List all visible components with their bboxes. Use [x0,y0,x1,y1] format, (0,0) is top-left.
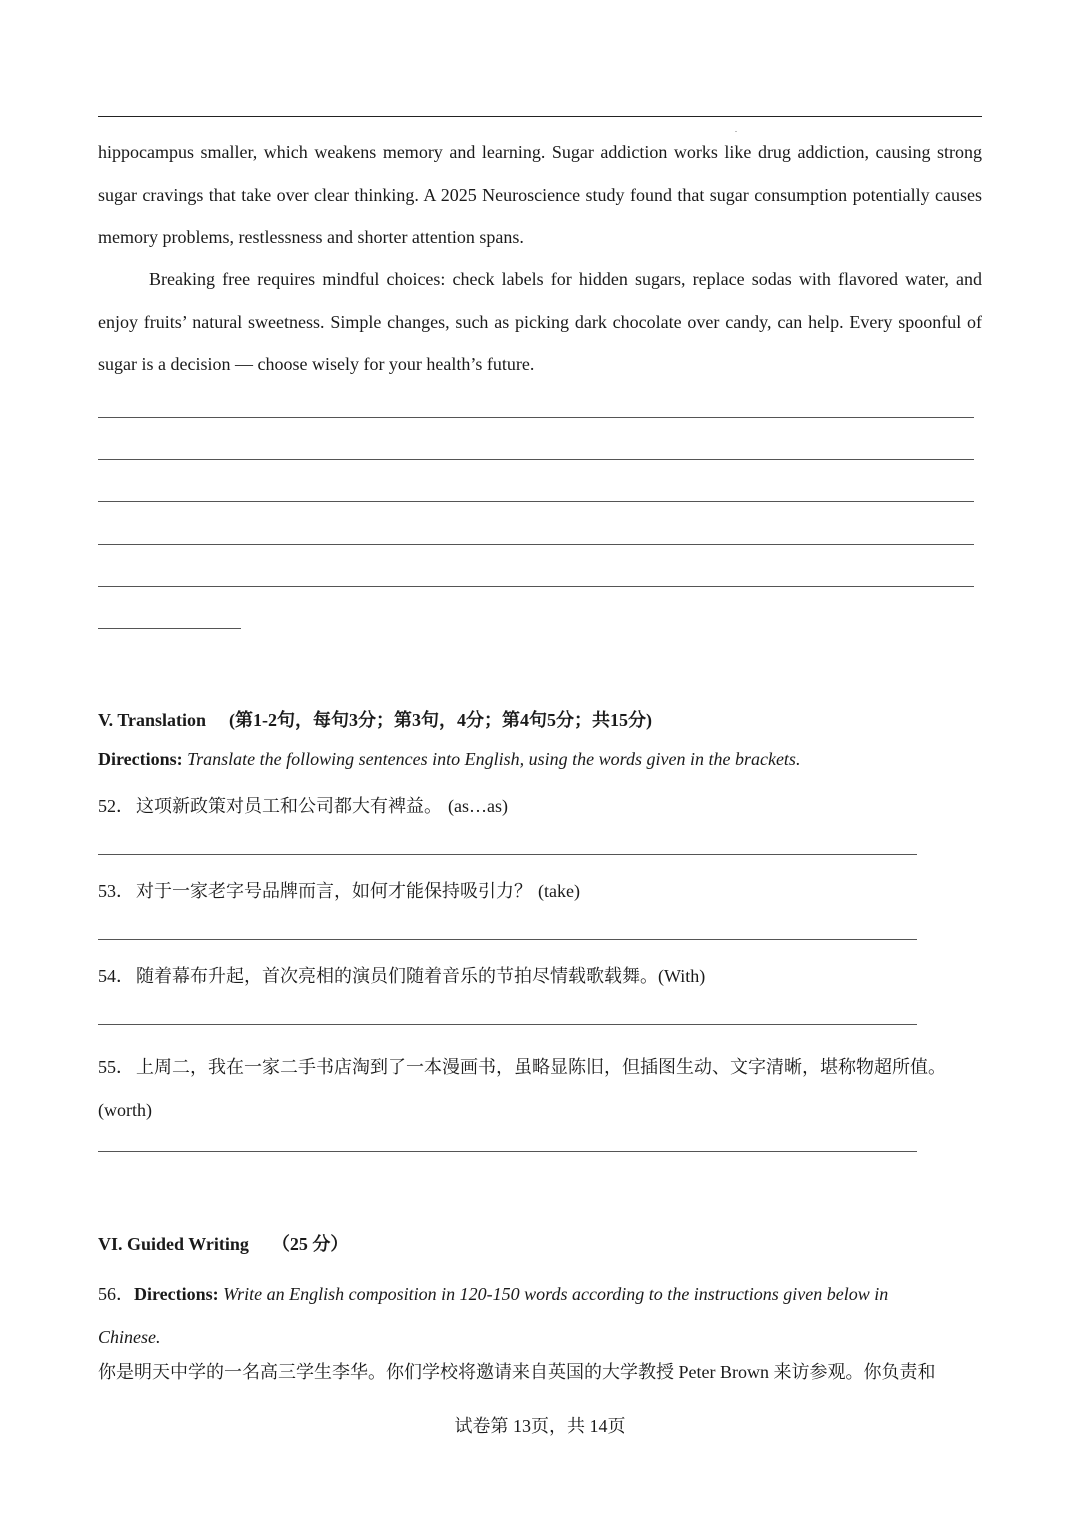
section-scoring: （25 分） [271,1234,349,1254]
passage-paragraph-1: hippocampus smaller, which weakens memory and learning. Sugar addiction works like drug addiction, causing strong sugar cravings that take over clear thinking. A 2025 Neuroscience study found that sugar consumption potentially causes memory problems, restlessness and shorter attention spans. [98,142,982,247]
question-54 [98,962,705,988]
question-55 [98,1046,988,1132]
answer-line[interactable] [98,586,974,587]
section-scoring: (第1-2句，每句3分；第3句，4分；第4句5分；共15分) [229,710,653,730]
question-53 [98,877,580,903]
page-footer: 试卷第 13页，共 14页 [454,1416,626,1436]
section-title: V. Translation [98,710,207,730]
question-number: 54． [98,966,134,986]
answer-line[interactable] [98,417,974,418]
question-hint: (take) [538,881,580,901]
translation-directions [98,749,800,770]
question-number: 52． [98,796,134,816]
question-hint: (worth) [98,1100,152,1120]
question-text: 对于一家老字号品牌而言，如何才能保持吸引力？ [136,881,532,901]
answer-line-54[interactable] [98,1024,917,1025]
writing-prompt: 你是明天中学的一名高三学生李华。你们学校将邀请来自英国的大学教授 Peter Brown 来访参观。你负责和 [98,1362,936,1382]
directions-text: Write an English composition in 120-150 words according to the instructions given below in Chinese. [98,1284,889,1347]
question-number: 56． [98,1284,134,1304]
section-heading-translation [98,706,652,732]
answer-line[interactable] [98,628,241,629]
answer-line[interactable] [98,501,974,502]
answer-line-53[interactable] [98,939,917,940]
answer-line[interactable] [98,544,974,545]
directions-text: Translate the following sentences into English, using the words given in the brackets. [187,749,801,769]
section-heading-writing [98,1230,348,1256]
answer-line-55[interactable] [98,1151,917,1152]
writing-directions [98,1273,938,1359]
section-title: VI. Guided Writing [98,1234,249,1254]
question-text: 这项新政策对员工和公司都大有裨益。 [136,796,442,816]
question-text: 上周二，我在一家二手书店淘到了一本漫画书，虽略显陈旧，但插图生动、文字清晰，堪称物超所值。 [136,1057,946,1077]
answer-line-52[interactable] [98,854,917,855]
header-rule [98,116,982,117]
question-number: 55． [98,1057,134,1077]
passage-paragraph-2: Breaking free requires mindful choices: check labels for hidden sugars, replace sodas with flavored water, and enjoy fruits’ natural sweetness. Simple changes, such as picking dark chocolate over candy, can help. Every spoonful of sugar is a decision — choose wisely for your health’s future. [98,269,982,374]
directions-label: Directions: [134,1284,219,1304]
directions-label: Directions: [98,749,183,769]
question-number: 53． [98,881,134,901]
question-hint: (With) [658,966,706,986]
question-text: 随着幕布升起，首次亮相的演员们随着音乐的节拍尽情载歌载舞。 [136,966,658,986]
question-hint: (as…as) [448,796,508,816]
answer-line[interactable] [98,459,974,460]
question-52 [98,792,508,818]
